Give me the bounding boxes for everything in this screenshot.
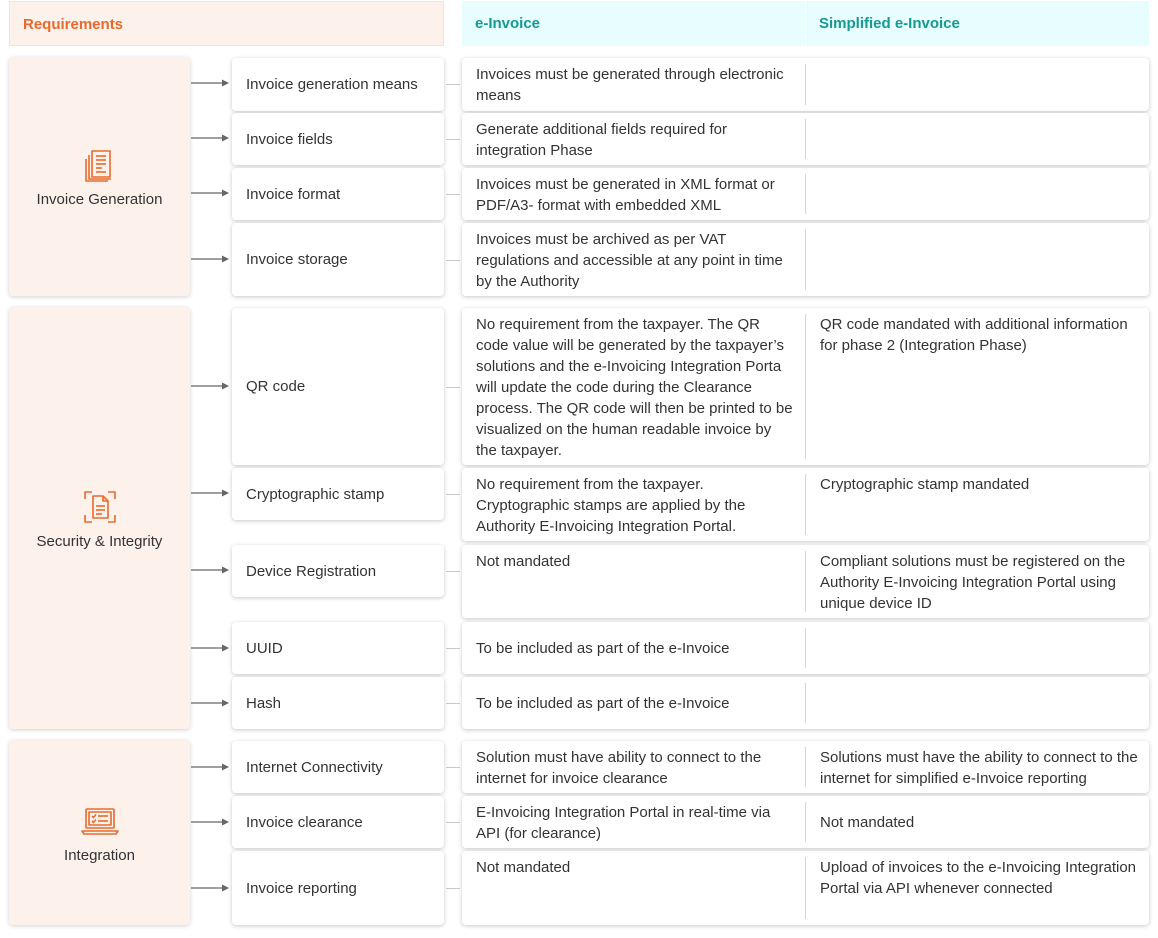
arrow-right-icon <box>191 78 229 88</box>
item-invoice-reporting: Invoice reporting <box>232 851 444 925</box>
requirement-row <box>462 308 1149 465</box>
connector-line <box>446 767 460 768</box>
requirement-row <box>462 58 1149 111</box>
category-security-integrity <box>9 307 190 729</box>
simplified-cell: Compliant solutions must be registered on the Authority E-Invoicing Integration Portal using unique device ID <box>820 553 1126 612</box>
category-label: Invoice Generation <box>36 191 163 208</box>
simplified-cell: Solutions must have the ability to connect to the internet for simplified e-Invoice reporting <box>820 749 1138 787</box>
einvoice-cell: Solution must have ability to connect to the internet for invoice clearance <box>476 749 762 787</box>
arrow-right-icon <box>191 883 229 893</box>
column-divider <box>805 474 806 535</box>
column-divider <box>805 802 806 842</box>
item-internet-connectivity: Internet Connectivity <box>232 741 444 793</box>
einvoice-cell: Invoices must be archived as per VAT regulations and accessible at any point in time by the Authority <box>476 231 783 290</box>
requirement-row <box>462 223 1149 296</box>
column-divider <box>805 314 806 459</box>
connector-line <box>446 703 460 704</box>
document-scan-icon <box>80 487 120 527</box>
einvoice-cell: Invoices must be generated in XML format or PDF/A3- format with embedded XML <box>476 176 775 214</box>
requirement-row <box>462 796 1149 848</box>
requirement-row <box>462 677 1149 729</box>
item-invoice-storage: Invoice storage <box>232 223 444 296</box>
category-label: Security & Integrity <box>36 532 163 550</box>
category-integration <box>9 740 190 925</box>
item-hash: Hash <box>232 677 444 729</box>
connector-line <box>446 822 460 823</box>
arrow-right-icon <box>191 381 229 391</box>
einvoice-cell: Not mandated <box>476 553 571 570</box>
item-device-registration: Device Registration <box>232 545 444 597</box>
item-uuid: UUID <box>232 622 444 674</box>
arrow-right-icon <box>191 643 229 653</box>
arrow-right-icon <box>191 817 229 827</box>
connector-line <box>446 387 460 388</box>
connector-line <box>446 139 460 140</box>
connector-line <box>446 648 460 649</box>
column-divider <box>805 747 806 787</box>
item-cryptographic-stamp: Cryptographic stamp <box>232 468 444 520</box>
connector-line <box>446 888 460 889</box>
einvoice-cell: No requirement from the taxpayer. Cryptographic stamps are applied by the Authority E-Invoicing Integration Portal. <box>476 476 746 535</box>
laptop-checklist-icon <box>80 801 120 841</box>
simplified-cell: QR code mandated with additional information for phase 2 (Integration Phase) <box>820 316 1128 354</box>
arrow-right-icon <box>191 254 229 264</box>
simplified-cell: Cryptographic stamp mandated <box>820 476 1030 493</box>
item-invoice-clearance: Invoice clearance <box>232 796 444 848</box>
requirement-row <box>462 168 1149 220</box>
column-divider <box>805 551 806 612</box>
arrow-right-icon <box>191 565 229 575</box>
arrow-right-icon <box>191 188 229 198</box>
einvoice-cell: To be included as part of the e-Invoice <box>476 695 730 712</box>
arrow-right-icon <box>191 488 229 498</box>
einvoice-cell: Invoices must be generated through electronic means <box>476 66 784 104</box>
simplified-cell: Upload of invoices to the e-Invoicing Integration Portal via API whenever connected <box>820 859 1137 897</box>
column-divider <box>805 229 806 290</box>
simplified-cell: Not mandated <box>820 814 915 831</box>
connector-line <box>446 84 460 85</box>
item-invoice-fields: Invoice fields <box>232 113 444 165</box>
category-label: Integration <box>64 847 135 864</box>
requirement-row <box>462 741 1149 793</box>
category-invoice-generation <box>9 57 190 296</box>
requirement-row <box>462 545 1149 618</box>
column-divider <box>805 119 806 159</box>
invoice-document-icon <box>80 145 120 185</box>
item-qr-code: QR code <box>232 308 444 465</box>
requirement-row <box>462 622 1149 674</box>
column-divider <box>805 683 806 723</box>
einvoice-cell: To be included as part of the e-Invoice <box>476 640 730 657</box>
einvoice-cell: Generate additional fields required for integration Phase <box>476 121 727 159</box>
einvoice-header: e-Invoice <box>462 1 805 46</box>
arrow-right-icon <box>191 698 229 708</box>
arrow-right-icon <box>191 133 229 143</box>
connector-line <box>446 571 460 572</box>
connector-line <box>446 494 460 495</box>
einvoice-cell: Not mandated <box>476 859 571 876</box>
requirement-row <box>462 851 1149 925</box>
requirement-row <box>462 113 1149 165</box>
column-divider <box>805 64 806 105</box>
arrow-right-icon <box>191 762 229 772</box>
einvoice-cell: No requirement from the taxpayer. The QR code value will be generated by the taxpayer’s solutions and the e-Invoicing Integration Porta will update the code during the Clearance process. The QR code will then be printed to be visualized on the human readable invoice by the taxpayer. <box>476 316 793 459</box>
requirements-header: Requirements <box>9 1 444 46</box>
connector-line <box>446 194 460 195</box>
simplified-einvoice-header: Simplified e-Invoice <box>806 1 1149 46</box>
column-divider <box>805 174 806 214</box>
item-invoice-format: Invoice format <box>232 168 444 220</box>
connector-line <box>446 260 460 261</box>
requirement-row <box>462 468 1149 541</box>
column-divider <box>805 628 806 668</box>
column-divider <box>805 857 806 919</box>
einvoice-cell: E-Invoicing Integration Portal in real-time via API (for clearance) <box>476 804 771 842</box>
item-invoice-generation-means: Invoice generation means <box>232 58 444 111</box>
